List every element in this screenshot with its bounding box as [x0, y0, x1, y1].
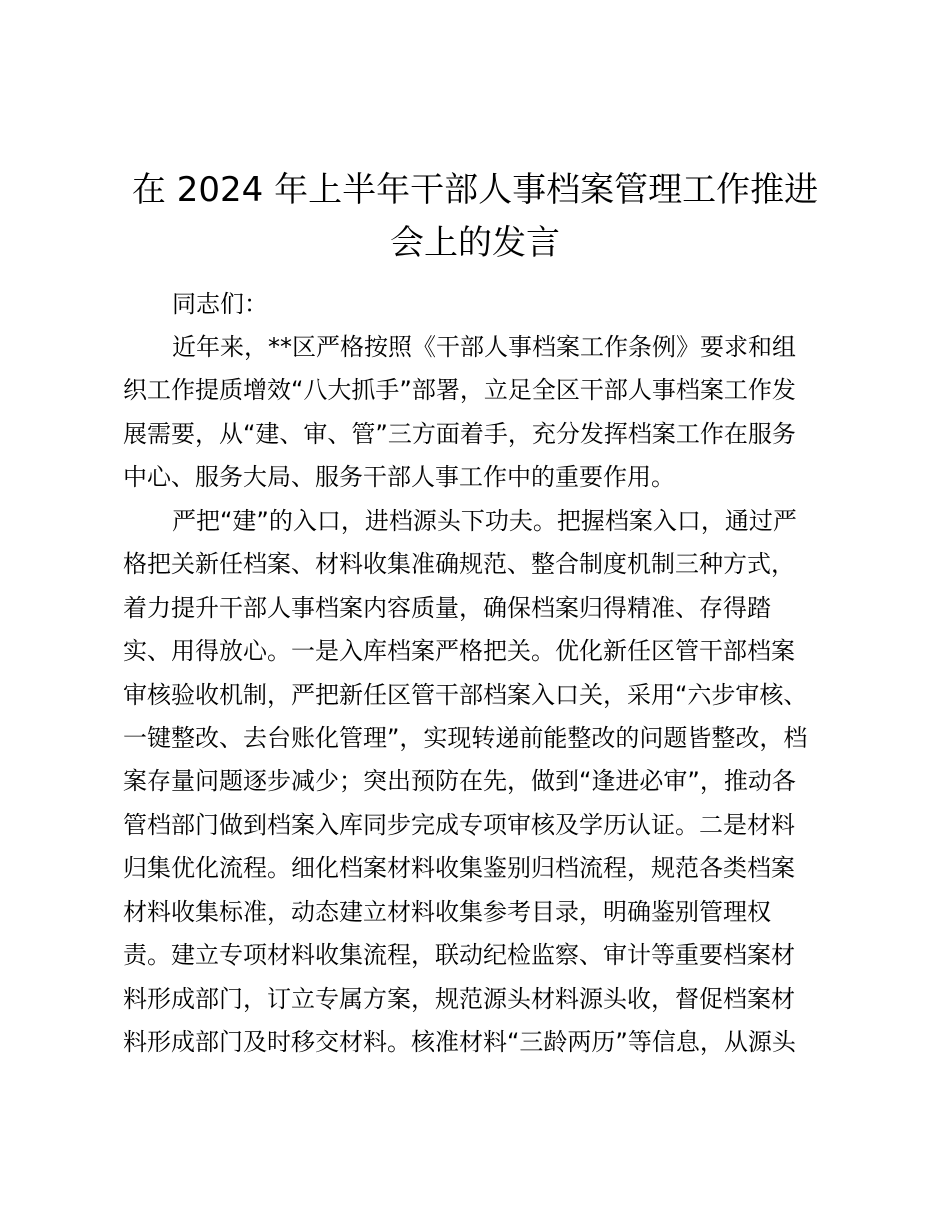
body-line: 材料收集标准，动态建立材料收集参考目录，明确鉴别管理权: [123, 898, 771, 926]
body-line: 案存量问题逐步减少；突出预防在先，做到“逢进必审”，推动各: [123, 767, 796, 795]
body-line: 实、用得放心。一是入库档案严格把关。优化新任区管干部档案: [123, 637, 795, 665]
body-line: 责。建立专项材料收集流程，联动纪检监察、审计等重要档案材: [123, 941, 795, 969]
body-line: 展需要，从“建、审、管”三方面着手，充分发挥档案工作在服务: [123, 420, 796, 448]
body-line: 严把“建”的入口，进档源头下功夫。把握档案入口，通过严: [172, 507, 797, 535]
greeting: 同志们：: [172, 290, 268, 318]
body-line: 归集优化流程。细化档案材料收集鉴别归档流程，规范各类档案: [123, 854, 795, 882]
body-line: 审核验收机制，严把新任区管干部档案入口关，采用“六步审核、: [123, 681, 808, 709]
document-title-line-1: 在 2024 年上半年干部人事档案管理工作推进: [131, 170, 819, 210]
body-line: 料形成部门及时移交材料。核准材料“三龄两历”等信息，从源头: [123, 1028, 796, 1056]
body-line: 织工作提质增效“八大抓手”部署，立足全区干部人事档案工作发: [123, 376, 796, 404]
body-line: 料形成部门，订立专属方案，规范源头材料源头收，督促档案材: [123, 985, 795, 1013]
body-line: 着力提升干部人事档案内容质量，确保档案归得精准、存得踏: [123, 594, 771, 622]
body-line: 管档部门做到档案入库同步完成专项审核及学历认证。二是材料: [123, 811, 795, 839]
document-title-line-2: 会上的发言: [390, 223, 560, 263]
body-line: 一键整改、去台账化管理”，实现转递前能整改的问题皆整改，档: [123, 724, 808, 752]
body-line: 格把关新任档案、材料收集准确规范、整合制度机制三种方式，: [123, 550, 795, 578]
body-line: 中心、服务大局、服务干部人事工作中的重要作用。: [123, 463, 675, 491]
body-line: 近年来，**区严格按照《干部人事档案工作条例》要求和组: [172, 333, 796, 361]
